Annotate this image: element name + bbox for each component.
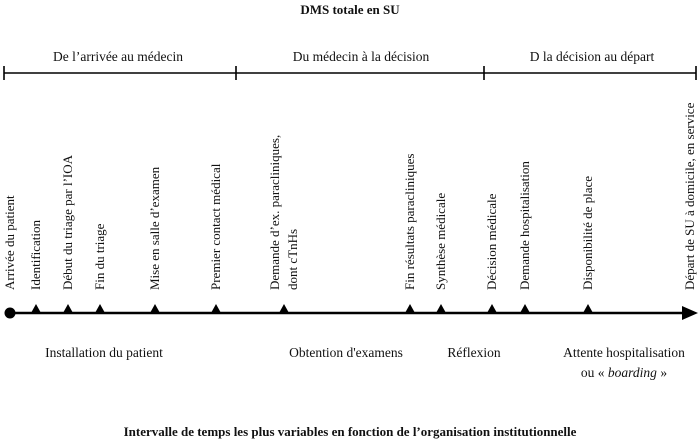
phase-attente-line2 — [563, 363, 685, 383]
event-label-disponibilite: Disponibilité de place — [580, 175, 595, 290]
event-marker-fin-resultats — [405, 304, 415, 313]
phase-attente-prefix: ou « — [580, 365, 608, 380]
start-dot — [5, 308, 16, 319]
event-label-decision: Décision médicale — [484, 193, 499, 290]
event-marker-fin-triage — [95, 304, 105, 313]
event-marker-disponibilite — [583, 304, 593, 313]
event-label-demande-ex: Demande d’ex. paracliniques, — [267, 134, 282, 290]
event-marker-identification — [31, 304, 41, 313]
segment-label-depart: D la décision au départ — [529, 49, 655, 64]
event-marker-debut-triage — [63, 304, 73, 313]
phase-attente-suffix: » — [656, 365, 668, 380]
event-label-premier-contact: Premier contact médical — [208, 163, 223, 290]
phase-attente-boarding: boarding — [607, 365, 657, 380]
event-marker-premier-contact — [211, 304, 221, 313]
phase-attente — [563, 343, 685, 383]
event-label-arrivee: Arrivée du patient — [2, 195, 17, 290]
event-label-depart: Départ de SU à domicile, en service — [682, 102, 697, 290]
phase-reflexion: Réflexion — [447, 345, 501, 360]
event-label-debut-triage: Début du triage par l’IOA — [60, 154, 75, 290]
event-label-fin-triage: Fin du triage — [92, 223, 107, 290]
event-label-synthese: Synthèse médicale — [433, 192, 448, 290]
event-label-demande-ex-line2: dont cTnHs — [285, 228, 300, 290]
event-label-fin-resultats: Fin résultats paracliniques — [402, 153, 417, 290]
phase-obtention: Obtention d'examens — [289, 345, 403, 360]
event-marker-salle-examen — [150, 304, 160, 313]
event-label-salle-examen: Mise en salle d’examen — [147, 166, 162, 290]
diagram-footer: Intervalle de temps les plus variables en fonction de l’organisation institutionnelle — [123, 424, 577, 439]
event-label-identification: Identification — [28, 219, 43, 290]
event-label-demande-hosp: Demande hospitalisation — [517, 161, 532, 290]
event-marker-demande-ex — [279, 304, 289, 313]
segment-label-decision: Du médecin à la décision — [292, 49, 430, 64]
event-marker-decision — [487, 304, 497, 313]
phase-attente-line1: Attente hospitalisation — [563, 345, 685, 360]
diagram-title: DMS totale en SU — [300, 2, 400, 17]
segment-label-arrivee: De l’arrivée au médecin — [52, 49, 184, 64]
event-marker-synthese — [436, 304, 446, 313]
end-arrow — [682, 306, 698, 320]
phase-installation: Installation du patient — [45, 345, 163, 360]
event-marker-demande-hosp — [520, 304, 530, 313]
